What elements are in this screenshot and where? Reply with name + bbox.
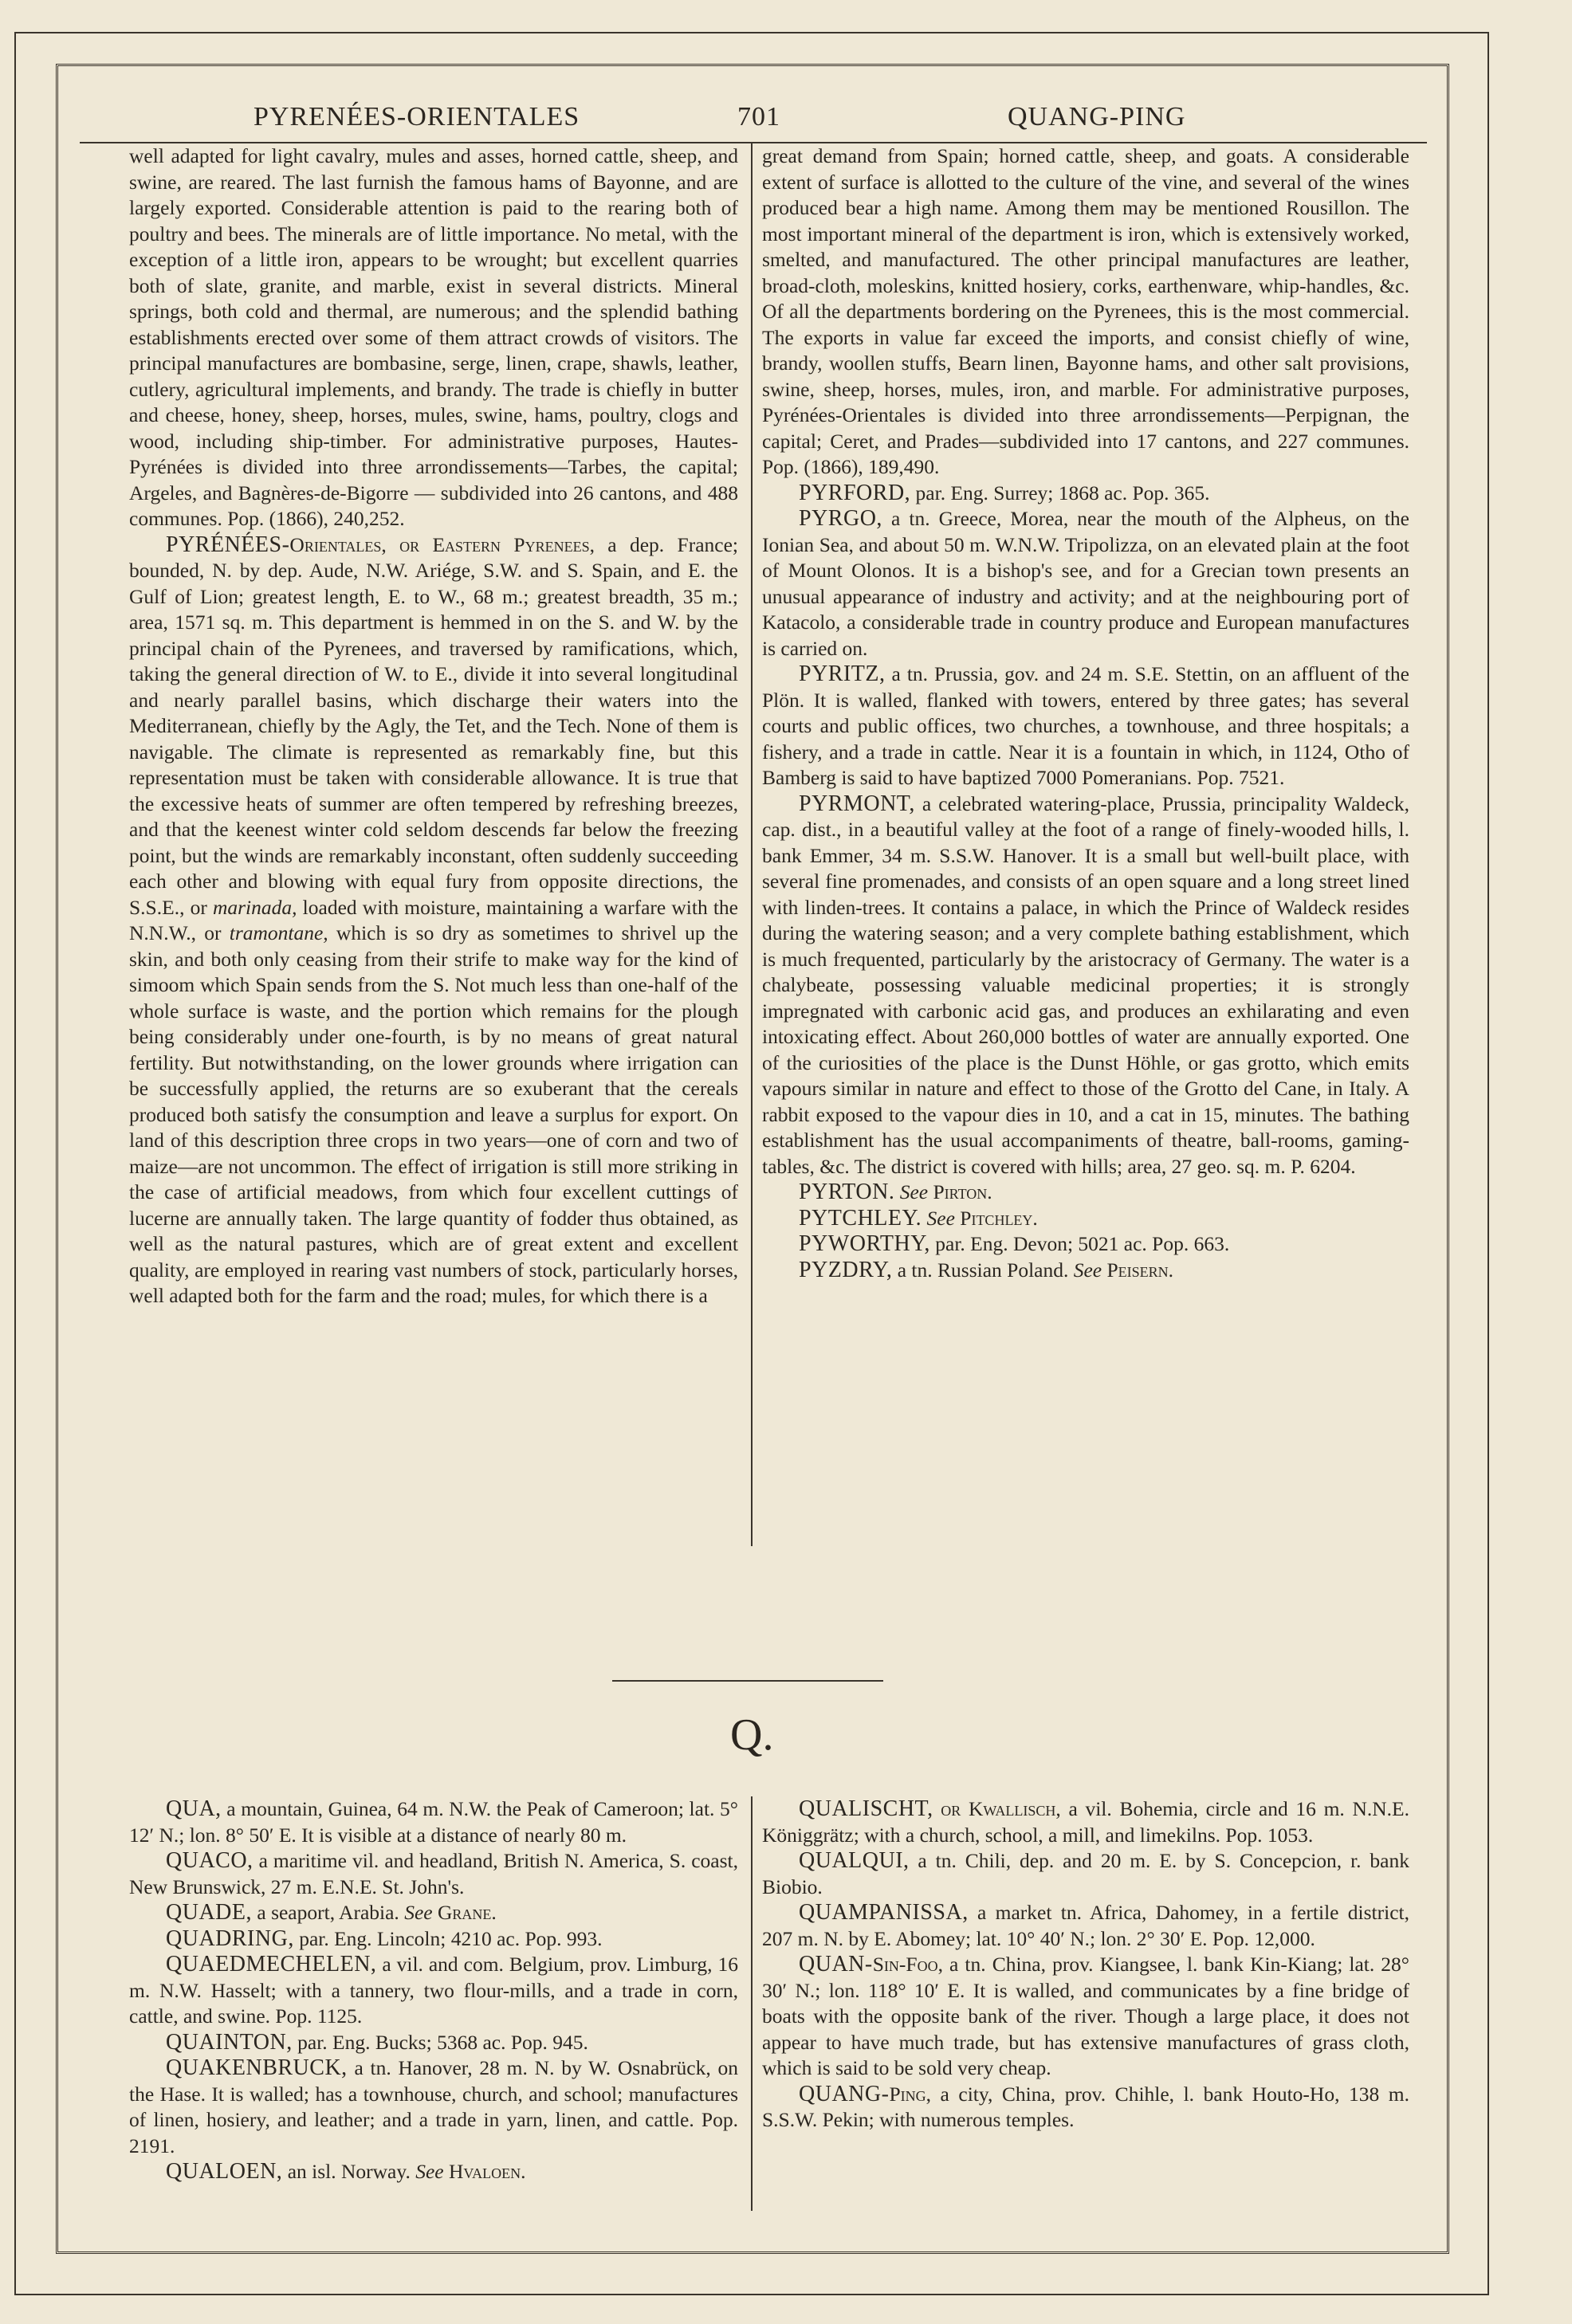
entry-pytchley: [762, 1206, 1409, 1232]
entry-text: a seaport, Arabia.: [252, 1901, 399, 1924]
see-label: See: [404, 1901, 433, 1924]
entry-text: a maritime vil. and headland, British N. America, S. coast, New Brunswick, 27 m. E.N.E. St. John's.: [129, 1849, 738, 1898]
headword: PYTCHLEY.: [799, 1205, 922, 1231]
italic-term: tramontane,: [229, 921, 328, 944]
entry-text: a tn. Greece, Morea, near the mouth of the Alpheus, on the Ionian Sea, and about 50 m. W.N.W. Tripolizza, on an elevated plain at the foot of Mount Olonos. It is a bishop's see, and for a Grecian town presents an unusual appearance of industry and activity; and at the neighbouring port of Katacolo, a considerable trade in country produce and European manufactures is carried on.: [762, 507, 1409, 660]
entry-qua: [129, 1796, 738, 1848]
entry-qualischt: [762, 1796, 1409, 1848]
section-letter: Q.: [730, 1710, 774, 1760]
section-separator: [612, 1680, 883, 1682]
headword-small-caps: Orientales, or Eastern Pyrenees,: [289, 532, 595, 556]
headword: QUAN-: [799, 1952, 873, 1977]
entry-pyrton: [762, 1180, 1409, 1206]
entry-qualqui: [762, 1848, 1409, 1900]
entry-text: a vil. and com. Belgium, prov. Limburg, 16 m. N.W. Hasselt; with a tannery, two flour-mills, and a trade in corn, cattle, and swine. Pop. 1125.: [129, 1953, 738, 2028]
headword: QUACO,: [166, 1848, 253, 1873]
entry-quakenbruck: [129, 2055, 738, 2159]
entry-text: an isl. Norway.: [282, 2160, 411, 2183]
cross-reference: Pitchley.: [960, 1206, 1038, 1230]
header-left-title: PYRENÉES-ORIENTALES: [253, 102, 580, 132]
entry-pyrenees-orientales: [129, 532, 738, 1309]
upper-right-column: [762, 143, 1409, 1283]
entry-text: par. Eng. Lincoln; 4210 ac. Pop. 993.: [293, 1926, 603, 1950]
headword: PYRÉNÉES-: [166, 532, 290, 557]
cross-reference: Pirton.: [933, 1180, 992, 1203]
headword: QUAEDMECHELEN,: [166, 1952, 377, 1977]
entry-quaedmechelen: [129, 1952, 738, 2030]
entry-text: a tn. China, prov. Kiangsee, l. bank Kin-Kiang; lat. 28° 30′ N.; lon. 118° 10′ E. It is walled, and communicates by a fine bridge of boats with the opposite bank of the river. Though a large place, it does not appear to have much trade, but has extensive manufactures of grass cloth, which is said to be sold very cheap.: [762, 1953, 1409, 2079]
headword-small-caps: or Kwallisch,: [941, 1797, 1061, 1820]
entry-text: great demand from Spain; horned cattle, sheep, and goats. A considerable extent of surface is allotted to the culture of the vine, and several of the wines produced bear a high name. Among them may be mentioned Rousillon. The most important mineral of the department is iron, which is extensively worked, smelted, and manufactured. The other principal manufactures are leather, broad-cloth, moleskins, knitted hosiery, corks, earthenware, whip-handles, &c. Of all the departments bordering on the Pyrenees, this is the most commercial. The exports in value far exceed the imports, and consist chiefly of wine, brandy, woollen stuffs, Bearn linen, Bayonne hams, and other salt provisions, swine, sheep, horses, mules, iron, and marble. For administrative purposes, Pyrénées-Orientales is divided into three arrondissements—Perpignan, the capital; Ceret, and Prades—subdivided into 17 cantons, and 227 communes. Pop. (1866), 189,490.: [762, 144, 1409, 478]
see-label: See: [1073, 1258, 1102, 1282]
entry-quampanissa: [762, 1900, 1409, 1952]
entry-qualoen: [129, 2159, 738, 2185]
headword: QUADRING,: [166, 1926, 294, 1951]
entry-text: a tn. Prussia, gov. and 24 m. S.E. Stettin, on an affluent of the Plön. It is walled, flanked with towers, entered by three gates; has several courts and public offices, two churches, a townhouse, and three hospitals; a fishery, and a trade in cattle. Near it is a fountain in which, in 1124, Otho of Bamberg is said to have baptized 7000 Pomeranians. Pop. 7521.: [762, 662, 1409, 789]
entry-pyritz: [762, 661, 1409, 791]
running-header: [80, 102, 1427, 143]
entry-text: a market tn. Africa, Dahomey, in a fertile district, 207 m. N. by E. Abomey; lat. 10° 40′ N.; lon. 2° 30′ E. Pop. 12,000.: [762, 1901, 1409, 1950]
entry-quainton: [129, 2030, 738, 2056]
entry-text: a tn. Hanover, 28 m. N. by W. Osnabrück, on the Hase. It is walled; has a townhouse, church, and school; manufactures of linen, hosiery, and leather; and a trade in yarn, linen, and cattle. Pop. 2191.: [129, 2056, 738, 2157]
header-right-title: QUANG-PING: [1008, 102, 1186, 132]
entry-quadring: [129, 1926, 738, 1953]
headword: PYZDRY,: [799, 1257, 893, 1282]
headword: QUAKENBRUCK,: [166, 2055, 348, 2080]
see-label: See: [926, 1206, 955, 1230]
page-number: 701: [737, 102, 780, 132]
cross-reference: Hvaloen.: [448, 2160, 526, 2183]
headword: PYRTON.: [799, 1180, 895, 1204]
cross-reference: Grane.: [437, 1901, 497, 1924]
entry-pyrmont: [762, 791, 1409, 1180]
italic-term: marinada,: [212, 895, 297, 919]
headword: QUANG-: [799, 2081, 890, 2106]
entry-text: a mountain, Guinea, 64 m. N.W. the Peak of Cameroon; lat. 5° 12′ N.; lon. 8° 50′ E. It is visible at a distance of nearly 80 m.: [129, 1797, 738, 1847]
see-label: See: [415, 2160, 444, 2183]
headword: QUALISCHT,: [799, 1796, 933, 1821]
entry-text: well adapted for light cavalry, mules and asses, horned cattle, sheep, and swine, are reared. The last furnish the famous hams of Bayonne, and are largely exported. Considerable attention is paid to the rearing both of poultry and bees. The minerals are of little importance. No metal, with the exception of a little iron, appears to be wrought; but excellent quarries both of slate, granite, and marble, exist in several districts. Mineral springs, both cold and thermal, are numerous; and the splendid bathing establishments erected over some of them attract crowds of visitors. The principal manufactures are bombasine, serge, linen, crape, shawls, leather, cutlery, agricultural implements, and brandy. The trade is chiefly in butter and cheese, honey, sheep, horses, mules, swine, hams, poultry, clogs and wood, including ship-timber. For administrative purposes, Hautes-Pyrénées is divided into three arrondissements—Tarbes, the capital; Argeles, and Bagnères-de-Bigorre — subdivided into 26 cantons, and 488 communes. Pop. (1866), 240,252.: [129, 144, 738, 530]
entry-text: par. Eng. Bucks; 5368 ac. Pop. 945.: [292, 2030, 588, 2054]
entry-quang-ping: [762, 2082, 1409, 2134]
entry-text: par. Eng. Devon; 5021 ac. Pop. 663.: [929, 1232, 1230, 1255]
headword: PYRITZ,: [799, 661, 886, 686]
entry-quan-sin-foo: [762, 1952, 1409, 2082]
entry-pyrgo: [762, 506, 1409, 661]
column-divider-upper: [751, 143, 753, 1546]
entry-text: a city, China, prov. Chihle, l. bank Houto-Ho, 138 m. S.S.W. Pekin; with numerous temples.: [762, 2082, 1409, 2131]
headword: PYWORTHY,: [799, 1231, 930, 1256]
lower-left-column: [129, 1796, 738, 2185]
entry-pyrford: [762, 481, 1409, 507]
headword: QUA,: [166, 1796, 222, 1821]
headword: PYRMONT,: [799, 791, 915, 816]
entry-pyzdry: [762, 1258, 1409, 1284]
headword: QUAINTON,: [166, 2029, 293, 2055]
upper-left-column: [129, 143, 738, 1309]
entry-text: a celebrated watering-place, Prussia, principality Waldeck, cap. dist., in a beautiful valley at the foot of a range of finely-wooded hills, l. bank Emmer, 34 m. S.S.W. Hanover. It is a small but well-built place, with several fine promenades, and consists of an open square and a long street lined with linden-trees. It contains a palace, in which the Prince of Waldeck resides during the watering season; and a very complete bathing establishment, which is much frequented, particularly by the aristocracy of Germany. The water is a chalybeate, possessing valuable medicinal properties; it is strongly impregnated with carbonic acid gas, and produces an exhilarating and even intoxicating effect. About 260,000 bottles of water are annually exported. One of the curiosities of the place is the Dunst Höhle, or gas grotto, which emits vapours similar in nature and effect to those of the Grotto del Cane, in Italy. A rabbit exposed to the vapour dies in 10, and a cat in 15, minutes. The bathing establishment has the usual accompaniments of theatre, ball-rooms, gaming-tables, &c. The district is covered with hills; area, 27 geo. sq. m. P. 6204.: [762, 791, 1409, 1178]
entry-text: a tn. Russian Poland.: [892, 1258, 1069, 1282]
entry-text: a vil. Bohemia, circle and 16 m. N.N.E. Königgrätz; with a church, school, a mill, and limekilns. Pop. 1053.: [762, 1797, 1409, 1847]
entry-quaco: [129, 1848, 738, 1900]
entry-quade: [129, 1900, 738, 1926]
headword: QUAMPANISSA,: [799, 1900, 969, 1925]
cross-reference: Peisern.: [1106, 1258, 1174, 1282]
entry-text: a tn. Chili, dep. and 20 m. E. by S. Concepcion, r. bank Biobio.: [762, 1849, 1409, 1898]
headword: PYRFORD,: [799, 480, 911, 505]
entry-text: a dep. France; bounded, N. by dep. Aude, N.W. Ariége, S.W. and S. Spain, and E. the Gulf of Lion; greatest length, E. to W., 68 m.; greatest breadth, 35 m.; area, 1571 sq. m. This department is hemmed in on the S. and W. by the principal chain of the Pyrenees, and traversed by ramifications, which, taking the general direction of W. to E., divide it into several longitudinal and nearly parallel basins, which discharge their waters into the Mediterranean, chiefly by the Agly, the Tet, and the Tech. None of them is navigable. The climate is represented as remarkably fine, but this representation must be taken with considerable allowance. It is true that the excessive heats of summer are often tempered by refreshing breezes, and that the keenest winter cold seldom descends far below the freezing point, but the winds are remarkably inconstant, often suddenly succeeding each other and blowing with equal fury from opposite directions, the S.S.E., or: [129, 532, 738, 919]
lower-right-column: [762, 1796, 1409, 2134]
column-divider-lower: [751, 1796, 753, 2211]
entry-text: loaded with moisture, maintaining a warfare with the N.N.W., or: [129, 895, 738, 944]
headword: QUADE,: [166, 1900, 252, 1925]
headword: QUALQUI,: [799, 1848, 910, 1873]
entry-text: par. Eng. Surrey; 1868 ac. Pop. 365.: [910, 481, 1210, 504]
headword: QUALOEN,: [166, 2159, 283, 2184]
see-label: See: [899, 1180, 929, 1203]
entry-text: which is so dry as sometimes to shrivel up the skin, and both only ceasing from their strife to make way for the kind of simoom which Spain sends from the S. Not much less than one-half of the whole surface is waste, and the portion which remains for the plough being considerably under one-fourth, is by no means of great natural fertility. But notwithstanding, on the lower grounds where irrigation can be successfully applied, the returns are so exuberant that the cereals produced both satisfy the consumption and leave a surplus for export. On land of this description three crops in two years—one of corn and two of maize—are not uncommon. The effect of irrigation is still more striking in the case of artificial meadows, from which four excellent cuttings of lucerne are annually taken. The large quantity of fodder thus obtained, as well as the natural pastures, which are of great extent and excellent quality, are employed in rearing vast numbers of stock, particularly horses, well adapted both for the farm and the road; mules, for which there is a: [129, 921, 738, 1307]
headword-small-caps: Sin-Foo,: [872, 1953, 943, 1976]
entry-pyworthy: [762, 1231, 1409, 1258]
headword: PYRGO,: [799, 506, 882, 531]
headword-small-caps: Ping,: [889, 2082, 931, 2106]
